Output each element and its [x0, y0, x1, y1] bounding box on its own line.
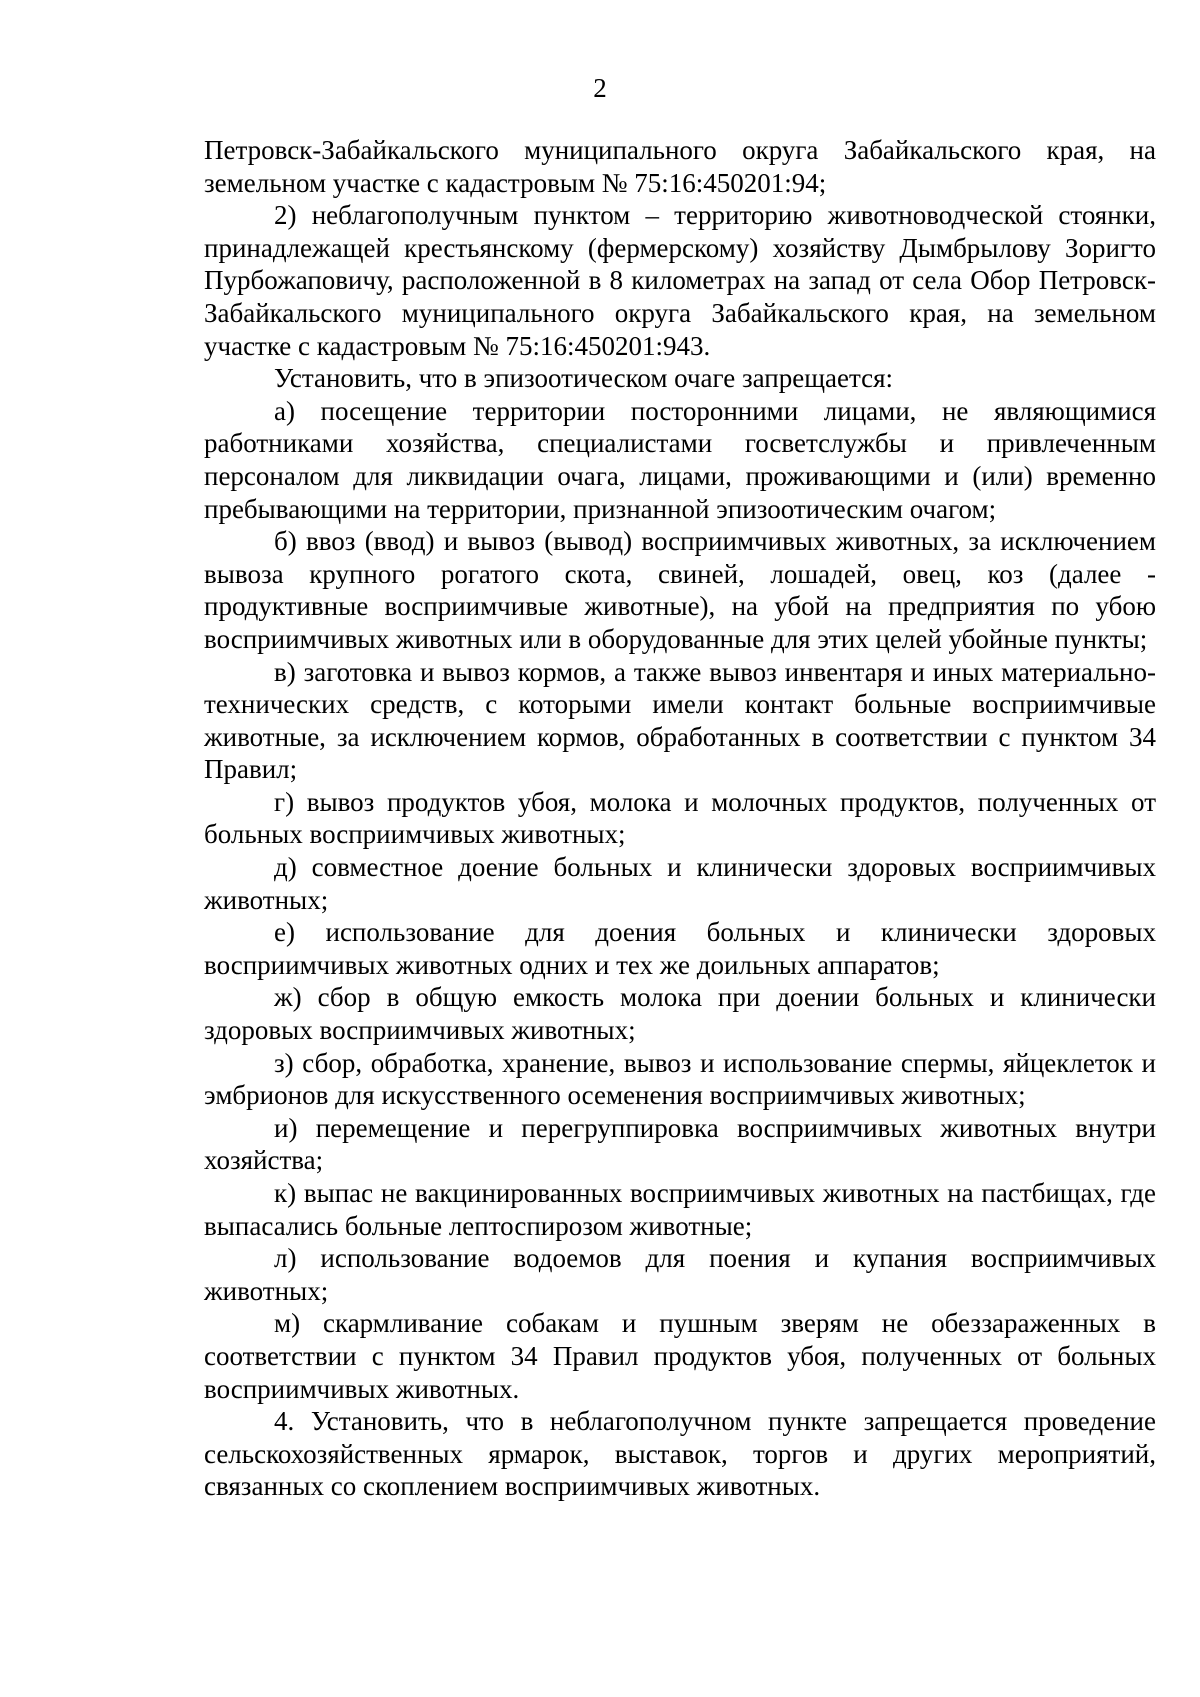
- paragraph-continuation: Петровск-Забайкальского муниципального округа Забайкальского края, на земельном участке с кадастровым № 75:16:450201:94;: [204, 135, 1156, 198]
- list-item-k: к) выпас не вакцинированных восприимчивых животных на пастбищах, где выпасались больные лептоспирозом животные;: [204, 1178, 1156, 1241]
- list-item-l: л) использование водоемов для поения и купания восприимчивых животных;: [204, 1243, 1156, 1306]
- paragraph-item-4: 4. Установить, что в неблагополучном пункте запрещается проведение сельскохозяйственных ярмарок, выставок, торгов и других мероприятий, связанных со скоплением восприимчивых животных.: [204, 1406, 1156, 1502]
- list-item-v: в) заготовка и вывоз кормов, а также вывоз инвентаря и иных материально-технических средств, с которыми имели контакт больные восприимчивые животные, за исключением кормов, обработанных в соответствии с пунктом 34 Правил;: [204, 656, 1156, 785]
- document-body: [204, 134, 1156, 1503]
- list-item-e: е) использование для доения больных и клинически здоровых восприимчивых животных одних и тех же доильных аппаратов;: [204, 917, 1156, 980]
- list-item-d: д) совместное доение больных и клинически здоровых восприимчивых животных;: [204, 852, 1156, 915]
- page-number: 2: [593, 73, 607, 103]
- list-item-i: и) перемещение и перегруппировка восприимчивых животных внутри хозяйства;: [204, 1112, 1156, 1176]
- list-item-z: з) сбор, обработка, хранение, вывоз и использование спермы, яйцеклеток и эмбрионов для искусственного осеменения восприимчивых животных;: [204, 1047, 1156, 1111]
- list-item-zh: ж) сбор в общую емкость молока при доении больных и клинически здоровых восприимчивых животных;: [204, 982, 1156, 1046]
- paragraph-item-2: 2) неблагополучным пунктом – территорию животноводческой стоянки, принадлежащей крестьянскому (фермерскому) хозяйству Дымбрылову Зоригто Пурбожаповичу, расположенной в 8 километрах на запад от села Обор Петровск-Забайкальского муниципального округа Забайкальского края, на земельном участке с кадастровым № 75:16:450201:943.: [204, 200, 1156, 361]
- list-item-a: а) посещение территории посторонними лицами, не являющимися работниками хозяйства, специалистами госветслужбы и привлеченным персоналом для ликвидации очага, лицами, проживающими и (или) временно пребывающими на территории, признанной эпизоотическим очагом;: [204, 395, 1156, 524]
- paragraph-prohibitions-intro: Установить, что в эпизоотическом очаге запрещается:: [274, 363, 894, 394]
- list-item-g: г) вывоз продуктов убоя, молока и молочных продуктов, полученных от больных восприимчивых животных;: [204, 786, 1156, 850]
- list-item-m: м) скармливание собакам и пушным зверям не обеззараженных в соответствии с пунктом 34 Правил продуктов убоя, полученных от больных восприимчивых животных.: [204, 1308, 1156, 1404]
- list-item-b: б) ввоз (ввод) и вывоз (вывод) восприимчивых животных, за исключением вывоза крупного рогатого скота, свиней, лошадей, овец, коз (далее - продуктивные восприимчивые животные), на убой на предприятия по убою восприимчивых животных или в оборудованные для этих целей убойные пункты;: [204, 526, 1156, 654]
